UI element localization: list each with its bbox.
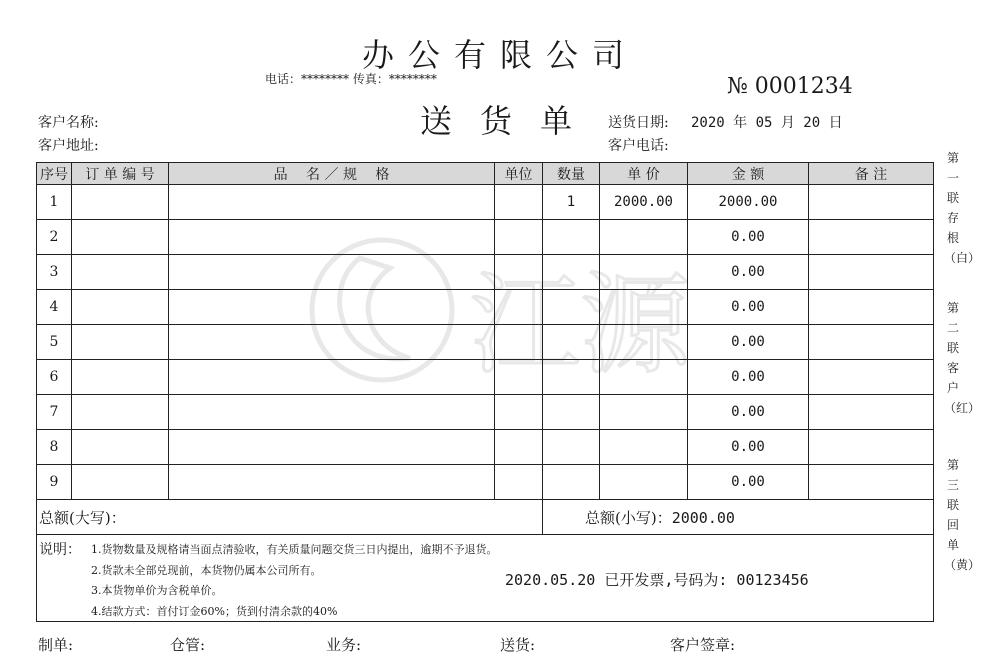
cell-unit[interactable]: [495, 465, 543, 500]
cell-name[interactable]: [169, 325, 495, 360]
cell-name[interactable]: [169, 430, 495, 465]
cell-unit[interactable]: [495, 255, 543, 290]
table-row: [37, 395, 934, 430]
contact-info: 电话：******** 传真：********: [265, 72, 437, 86]
note-line-1: 1.货物数量及规格请当面点清验收，有关质量问题交货三日内提出，逾期不予退货。: [91, 543, 498, 556]
cell-note[interactable]: [809, 290, 934, 325]
invoice-info: 2020.05.20 已开发票,号码为: 00123456: [505, 571, 809, 589]
notes-row: [37, 535, 934, 622]
cell-qty[interactable]: [543, 290, 600, 325]
cell-order[interactable]: [72, 290, 169, 325]
table-row: [37, 220, 934, 255]
cell-order[interactable]: [72, 465, 169, 500]
cell-note[interactable]: [809, 185, 934, 220]
cell-order[interactable]: [72, 255, 169, 290]
cell-unit[interactable]: [495, 360, 543, 395]
cell-order[interactable]: [72, 185, 169, 220]
customer-address-label: 客户地址:: [38, 138, 99, 154]
cell-price[interactable]: [600, 465, 688, 500]
cell-name[interactable]: [169, 465, 495, 500]
delivery-date-label: 送货日期:: [608, 115, 669, 131]
table-row: [37, 360, 934, 395]
col-header-no: 序号: [37, 163, 72, 185]
cell-no: 2: [37, 220, 72, 255]
cell-no: 5: [37, 325, 72, 360]
cell-name[interactable]: [169, 395, 495, 430]
customer-phone-label: 客户电话:: [608, 138, 669, 154]
cell-note[interactable]: [809, 395, 934, 430]
footer-prepared-by: 制单:: [38, 636, 74, 654]
cell-qty[interactable]: [543, 325, 600, 360]
table-row: [37, 430, 934, 465]
cell-order[interactable]: [72, 360, 169, 395]
cell-unit[interactable]: [495, 430, 543, 465]
cell-amount: 0.00: [688, 325, 809, 360]
cell-note[interactable]: [809, 430, 934, 465]
watermark-text: 江源: [470, 261, 690, 389]
side-label-copy-3: 第三联回单（黄）: [944, 458, 981, 572]
cell-qty[interactable]: 1: [543, 185, 600, 220]
totals-row: [37, 500, 934, 535]
cell-amount: 2000.00: [688, 185, 809, 220]
cell-price[interactable]: 2000.00: [600, 185, 688, 220]
cell-no: 8: [37, 430, 72, 465]
cell-order[interactable]: [72, 325, 169, 360]
cell-name[interactable]: [169, 220, 495, 255]
total-lowercase-cell: [543, 500, 934, 535]
table-row: [37, 325, 934, 360]
cell-qty[interactable]: [543, 220, 600, 255]
cell-price[interactable]: [600, 220, 688, 255]
cell-note[interactable]: [809, 325, 934, 360]
footer-customer-signature: 客户签章:: [670, 636, 736, 654]
cell-price[interactable]: [600, 395, 688, 430]
table-header-row: [37, 163, 934, 185]
side-label-copy-2: 第二联客户（红）: [944, 301, 981, 415]
cell-order[interactable]: [72, 395, 169, 430]
footer-delivery: 送货:: [500, 636, 536, 654]
note-line-3: 3.本货物单价为含税单价。: [91, 584, 223, 597]
cell-unit[interactable]: [495, 185, 543, 220]
col-header-name: 品 名 ／ 规 格: [169, 163, 495, 185]
notes-label: 说明：: [39, 542, 81, 558]
total-lowercase-label: 总额(小写)：: [585, 508, 672, 527]
cell-unit[interactable]: [495, 290, 543, 325]
cell-no: 3: [37, 255, 72, 290]
cell-name[interactable]: [169, 255, 495, 290]
notes-cell: [37, 535, 934, 622]
col-header-order: 订 单 编 号: [72, 163, 169, 185]
total-lowercase-value: 2000.00: [671, 508, 735, 527]
cell-note[interactable]: [809, 360, 934, 395]
note-line-4: 4.结款方式：首付订金60%；货到付清余款的40%: [91, 605, 338, 618]
cell-unit[interactable]: [495, 220, 543, 255]
cell-qty[interactable]: [543, 430, 600, 465]
table-row: [37, 185, 934, 220]
cell-price[interactable]: [600, 255, 688, 290]
col-header-price: 单 价: [600, 163, 688, 185]
cell-order[interactable]: [72, 220, 169, 255]
cell-qty[interactable]: [543, 395, 600, 430]
cell-order[interactable]: [72, 430, 169, 465]
cell-no: 7: [37, 395, 72, 430]
footer-sales: 业务:: [326, 636, 362, 654]
cell-amount: 0.00: [688, 360, 809, 395]
company-name: 办公有限公司: [361, 36, 638, 74]
customer-name-label: 客户名称:: [38, 115, 99, 131]
cell-name[interactable]: [169, 185, 495, 220]
table-row: [37, 255, 934, 290]
cell-name[interactable]: [169, 290, 495, 325]
cell-unit[interactable]: [495, 325, 543, 360]
document-number: № 0001234: [727, 74, 853, 99]
cell-amount: 0.00: [688, 430, 809, 465]
cell-price[interactable]: [600, 325, 688, 360]
col-header-note: 备 注: [809, 163, 934, 185]
cell-amount: 0.00: [688, 220, 809, 255]
cell-amount: 0.00: [688, 255, 809, 290]
table-row: [37, 290, 934, 325]
cell-qty[interactable]: [543, 360, 600, 395]
total-uppercase-label: 总额(大写)：: [37, 500, 543, 535]
delivery-table: [36, 162, 934, 622]
cell-name[interactable]: [169, 360, 495, 395]
cell-price[interactable]: [600, 360, 688, 395]
side-label-copy-1: 第一联存根（白）: [944, 151, 981, 265]
cell-note[interactable]: [809, 255, 934, 290]
table-row: [37, 465, 934, 500]
cell-no: 1: [37, 185, 72, 220]
cell-price[interactable]: [600, 290, 688, 325]
cell-note[interactable]: [809, 465, 934, 500]
cell-amount: 0.00: [688, 395, 809, 430]
note-line-2: 2.货款未全部兑现前，本货物仍属本公司所有。: [91, 564, 322, 577]
cell-note[interactable]: [809, 220, 934, 255]
cell-no: 6: [37, 360, 72, 395]
cell-unit[interactable]: [495, 395, 543, 430]
cell-amount: 0.00: [688, 290, 809, 325]
page-title: 送货单: [420, 102, 601, 140]
cell-qty[interactable]: [543, 465, 600, 500]
cell-price[interactable]: [600, 430, 688, 465]
col-header-amount: 金 额: [688, 163, 809, 185]
cell-qty[interactable]: [543, 255, 600, 290]
footer-warehouse: 仓管:: [170, 636, 206, 654]
cell-no: 4: [37, 290, 72, 325]
cell-amount: 0.00: [688, 465, 809, 500]
col-header-qty: 数量: [543, 163, 600, 185]
cell-no: 9: [37, 465, 72, 500]
col-header-unit: 单位: [495, 163, 543, 185]
delivery-date-value: 2020 年 05 月 20 日: [691, 115, 843, 131]
